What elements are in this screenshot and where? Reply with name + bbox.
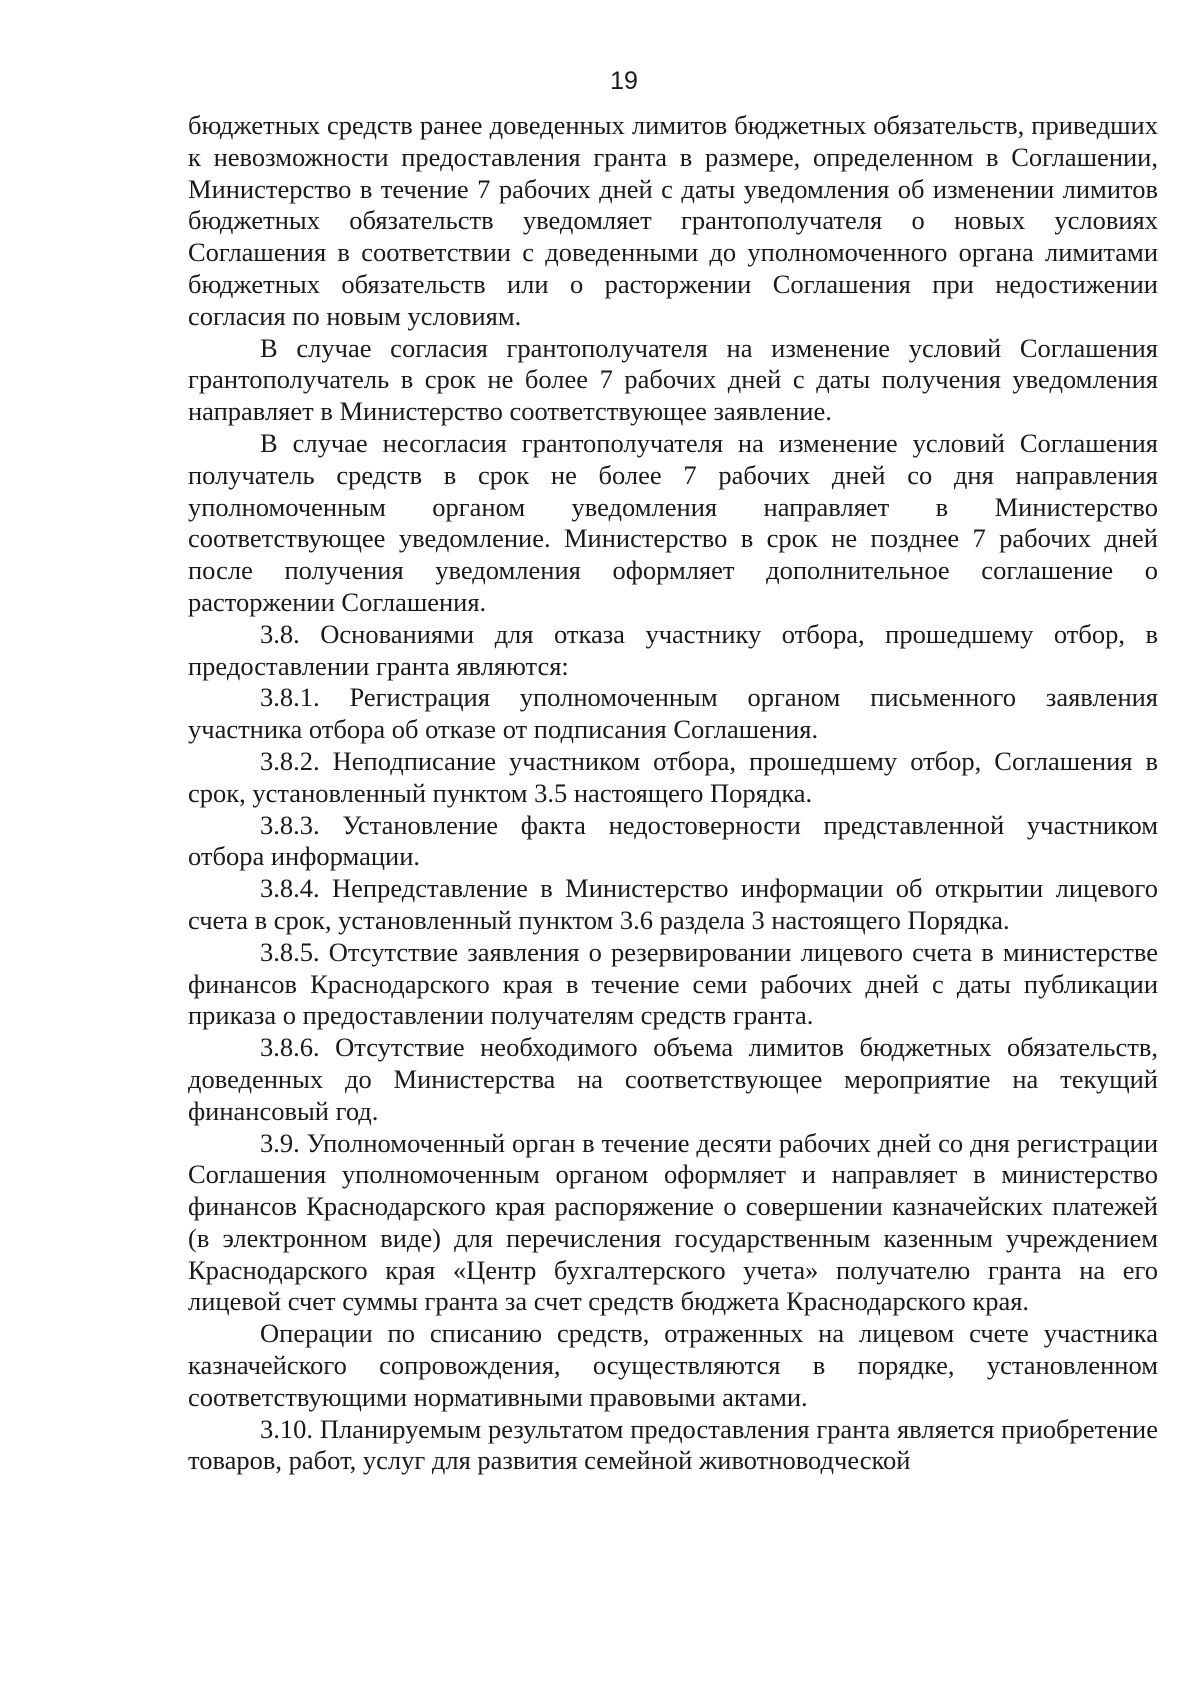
paragraph-disagreement: В случае несогласия грантополучателя на изменение условий Соглашения получатель средств в срок не более 7 рабочих дней со дня направления уполномоченным органом уведомления направляет в Министерство соответствующее уведомление. Министерство в срок не позднее 7 рабочих дней после получения уведомления оформляет дополнительное соглашение о расторжении Соглашения.	[188, 427, 1158, 617]
paragraph-consent: В случае согласия грантополучателя на изменение условий Соглашения грантополучатель в срок не более 7 рабочих дней с даты получения уведомления направляет в Министерство соответствующее заявление.	[188, 332, 1158, 427]
clause-3-9: 3.9. Уполномоченный орган в течение десяти рабочих дней со дня регистрации Соглашения уполномоченным органом оформляет и направляет в министерство финансов Краснодарского края распоряжение о совершении казначейских платежей (в электронном виде) для перечисления государственным казенным учреждением Краснодарского края «Центр бухгалтерского учета» получателю гранта на его лицевой счет суммы гранта за счет средств бюджета Краснодарского края.	[188, 1127, 1158, 1317]
clause-3-10: 3.10. Планируемым результатом предоставления гранта является приобретение товаров, работ, услуг для развития семейной животноводческой	[188, 1413, 1158, 1476]
clause-3-8-6: 3.8.6. Отсутствие необходимого объема лимитов бюджетных обязательств, доведенных до Министерства на соответствующее мероприятие на текущий финансовый год.	[188, 1032, 1158, 1126]
clause-3-8-4: 3.8.4. Непредставление в Министерство информации об открытии лицевого счета в срок, установленный пунктом 3.6 раздела 3 настоящего Порядка.	[188, 873, 1158, 935]
paragraph-operations: Операции по списанию средств, отраженных на лицевом счете участника казначейского сопровождения, осуществляются в порядке, установленном соответствующими нормативными правовыми актами.	[188, 1318, 1158, 1412]
clause-3-8-3: 3.8.3. Установление факта недостоверности представленной участником отбора информации.	[188, 809, 1158, 872]
clause-3-8-5: 3.8.5. Отсутствие заявления о резервировании лицевого счета в министерстве финансов Краснодарского края в течение семи рабочих дней с даты публикации приказа о предоставлении получателям средств гранта.	[188, 936, 1158, 1031]
paragraph-continuation: бюджетных средств ранее доведенных лимитов бюджетных обязательств, приведших к невозможности предоставления гранта в размере, определенном в Соглашении, Министерство в течение 7 рабочих дней с даты уведомления об изменении лимитов бюджетных обязательств уведомляет грантополучателя о новых условиях Соглашения в соответствии с доведенными до уполномоченного органа лимитами бюджетных обязательств или о расторжении Соглашения при недостижении согласия по новым условиям.	[188, 110, 1158, 331]
clause-3-8-1: 3.8.1. Регистрация уполномоченным органом письменного заявления участника отбора об отказе от подписания Соглашения.	[188, 682, 1158, 745]
document-body	[188, 110, 1158, 1477]
page-number: 19	[610, 67, 638, 95]
clause-3-8: 3.8. Основаниями для отказа участнику отбора, прошедшему отбор, в предоставлении гранта являются:	[188, 618, 1158, 681]
clause-3-8-2: 3.8.2. Неподписание участником отбора, прошедшему отбор, Соглашения в срок, установленный пунктом 3.5 настоящего Порядка.	[188, 745, 1158, 808]
